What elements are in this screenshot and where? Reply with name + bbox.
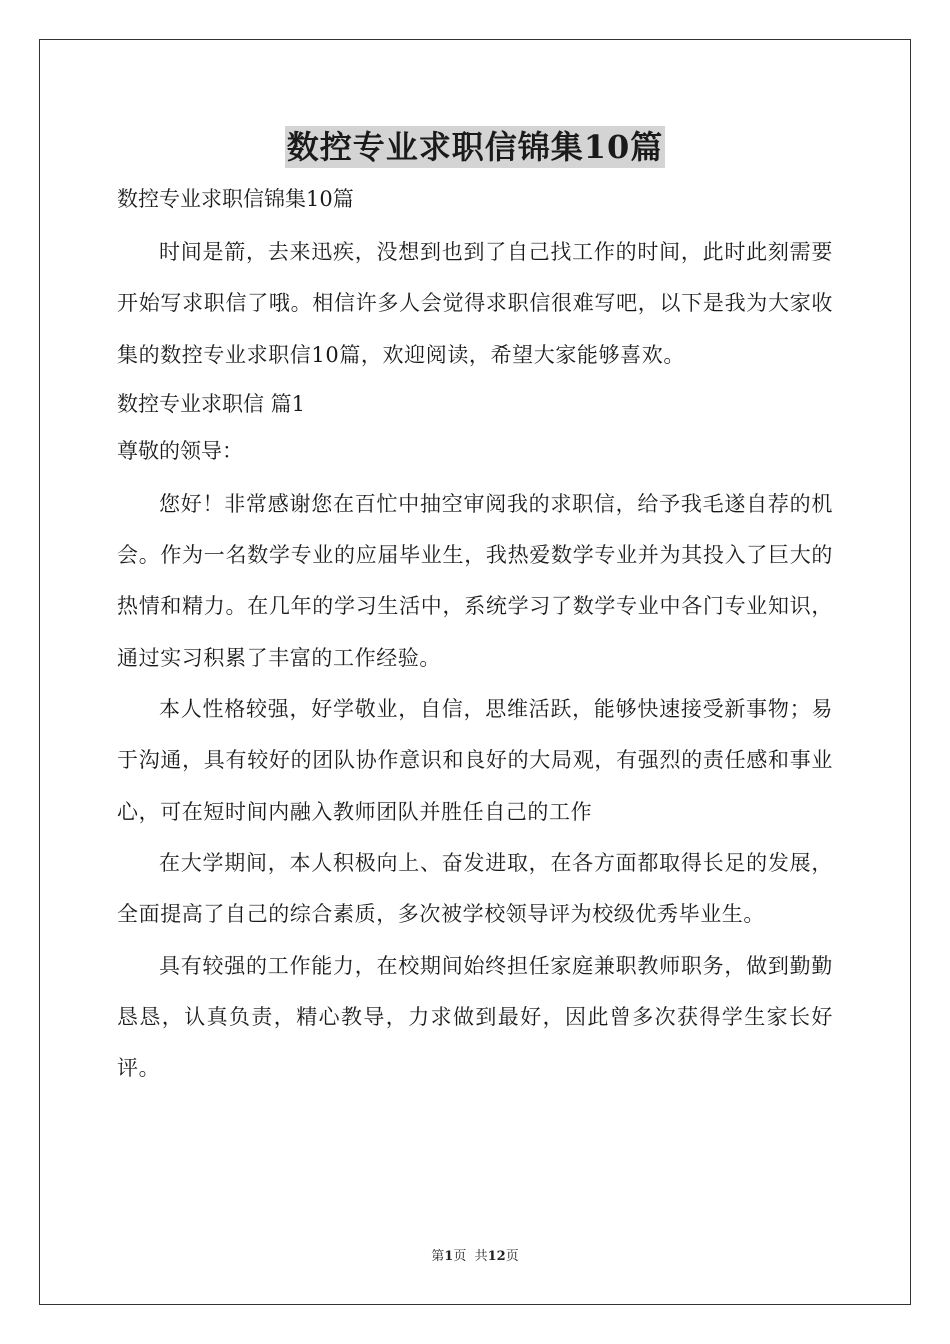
document-body — [117, 180, 833, 1094]
body-paragraph-1: 您好！非常感谢您在百忙中抽空审阅我的求职信，给予我毛遂自荐的机会。作为一名数学专业的应届毕业生，我热爱数学专业并为其投入了巨大的热情和精力。在几年的学习生活中，系统学习了数学专业中各门专业知识，通过实习积累了丰富的工作经验。 — [117, 491, 833, 670]
footer-page-prefix: 第 — [431, 1249, 445, 1264]
title-container — [0, 126, 950, 168]
section-heading: 数控专业求职信 篇1 — [117, 391, 306, 416]
footer-page-suffix: 页 — [505, 1249, 519, 1264]
body-paragraph-2: 本人性格较强，好学敬业，自信，思维活跃，能够快速接受新事物；易于沟通，具有较好的团队协作意识和良好的大局观，有强烈的责任感和事业心，可在短时间内融入教师团队并胜任自己的工作 — [117, 697, 833, 824]
body-paragraph-3: 在大学期间，本人积极向上、奋发进取，在各方面都取得长足的发展，全面提高了自己的综合素质，多次被学校领导评为校级优秀毕业生。 — [117, 850, 833, 927]
body-paragraph-4: 具有较强的工作能力，在校期间始终担任家庭兼职教师职务，做到勤勤恳恳，认真负责，精心教导，力求做到最好，因此曾多次获得学生家长好评。 — [117, 953, 833, 1081]
intro-paragraph: 时间是箭，去来迅疾，没想到也到了自己找工作的时间，此时此刻需要开始写求职信了哦。相信许多人会觉得求职信很难写吧，以下是我为大家收集的数控专业求职信10篇，欢迎阅读，希望大家能够喜欢。 — [117, 240, 833, 367]
subtitle: 数控专业求职信锦集10篇 — [117, 187, 354, 211]
page-footer — [0, 1245, 950, 1264]
document-title: 数控专业求职信锦集10篇 — [286, 128, 664, 166]
footer-page-total: 12 — [487, 1249, 506, 1264]
salutation: 尊敬的领导： — [117, 438, 243, 463]
footer-page-mid: 页 共 — [453, 1249, 488, 1264]
footer-page-current: 1 — [444, 1249, 454, 1264]
